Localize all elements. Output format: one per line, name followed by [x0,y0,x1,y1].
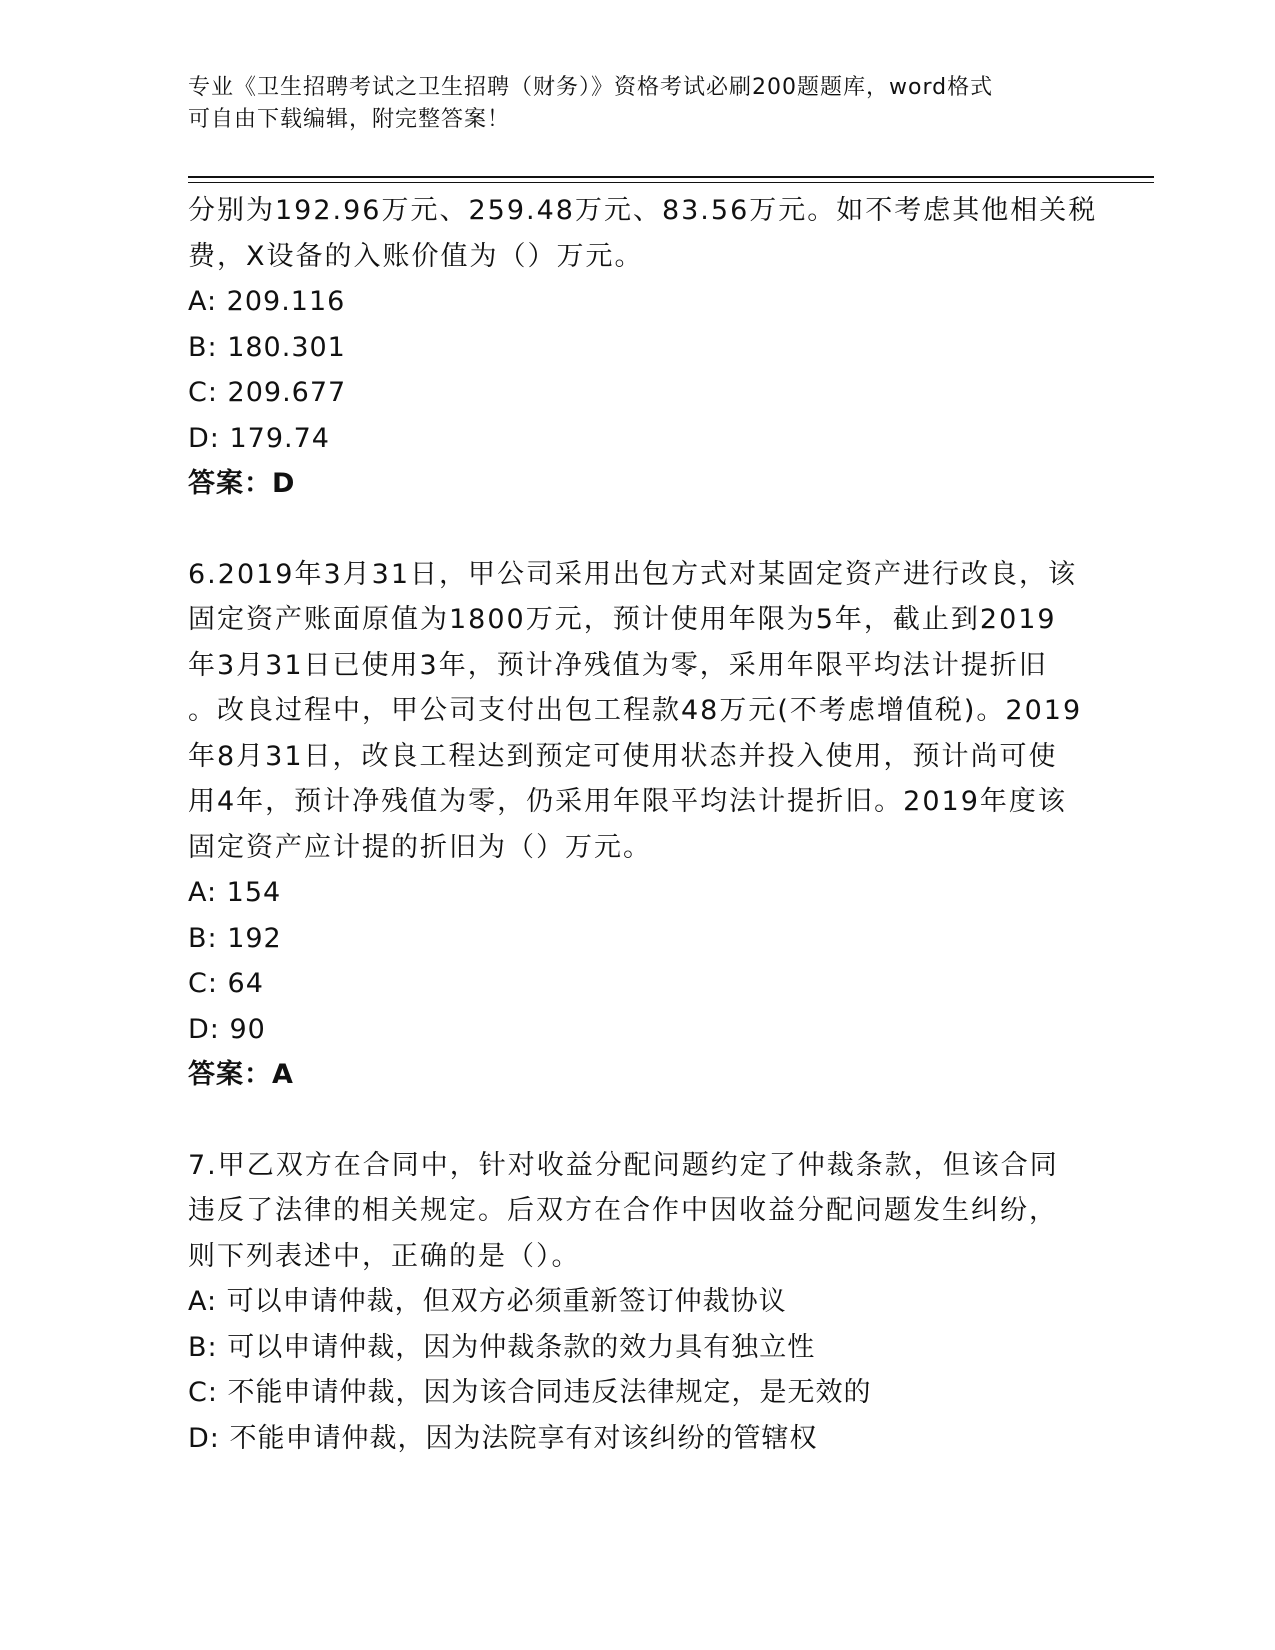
header-divider-thick [188,176,1154,178]
option-a: A: 209.116 [188,286,346,317]
question-text-line: 。改良过程中，甲公司支付出包工程款48万元(不考虑增值税)。2019 [188,695,1083,726]
option-c: C: 209.677 [188,377,347,408]
option-d: D: 90 [188,1013,266,1045]
question-5-continuation [188,188,1098,507]
answer-label: 答案：D [188,468,296,499]
option-b: B: 180.301 [188,331,346,363]
question-7 [188,1143,1088,1462]
question-text-line: 7.甲乙双方在合同中，针对收益分配问题约定了仲裁条款，但该合同 [188,1149,1059,1181]
document-body [188,188,1098,1461]
question-text-line: 年8月31日，改良工程达到预定可使用状态并投入使用，预计尚可使 [188,740,1058,772]
header-divider-thin [188,182,1154,183]
question-text-line: 用4年，预计净残值为零，仍采用年限平均法计提折旧。2019年度该 [188,786,1067,817]
spacer [188,1098,1088,1143]
option-d: D: 不能申请仲裁，因为法院享有对该纠纷的管辖权 [188,1422,818,1454]
question-text-line: 分别为192.96万元、259.48万元、83.56万元。如不考虑其他相关税 [188,195,1098,226]
question-text-line: 费，X设备的入账价值为（）万元。 [188,240,644,272]
question-text-line: 则下列表述中，正确的是（）。 [188,1240,581,1272]
option-c: C: 不能申请仲裁，因为该合同违反法律规定，是无效的 [188,1377,872,1408]
question-6 [188,552,1088,1098]
question-text-line: 固定资产账面原值为1800万元，预计使用年限为5年，截止到2019 [188,604,1057,635]
question-text-line: 年3月31日已使用3年，预计净残值为零，采用年限平均法计提折旧 [188,649,1048,681]
header-title-line-2: 可自由下载编辑，附完整答案！ [188,107,511,132]
answer-label: 答案：A [188,1059,294,1090]
spacer [188,507,1088,552]
option-a: A: 154 [188,877,282,908]
document-header [188,72,1088,136]
option-b: B: 可以申请仲裁，因为仲裁条款的效力具有独立性 [188,1331,816,1363]
option-b: B: 192 [188,922,282,954]
option-a: A: 可以申请仲裁，但双方必须重新签订仲裁协议 [188,1286,787,1317]
question-text-line: 固定资产应计提的折旧为（）万元。 [188,831,652,863]
question-text-line: 违反了法律的相关规定。后双方在合作中因收益分配问题发生纠纷， [188,1195,1058,1226]
option-c: C: 64 [188,968,264,999]
option-d: D: 179.74 [188,422,330,454]
header-title-line-1: 专业《卫生招聘考试之卫生招聘（财务）》资格考试必刷200题题库，word格式 [188,75,994,100]
question-text-line: 6.2019年3月31日，甲公司采用出包方式对某固定资产进行改良，该 [188,558,1078,590]
